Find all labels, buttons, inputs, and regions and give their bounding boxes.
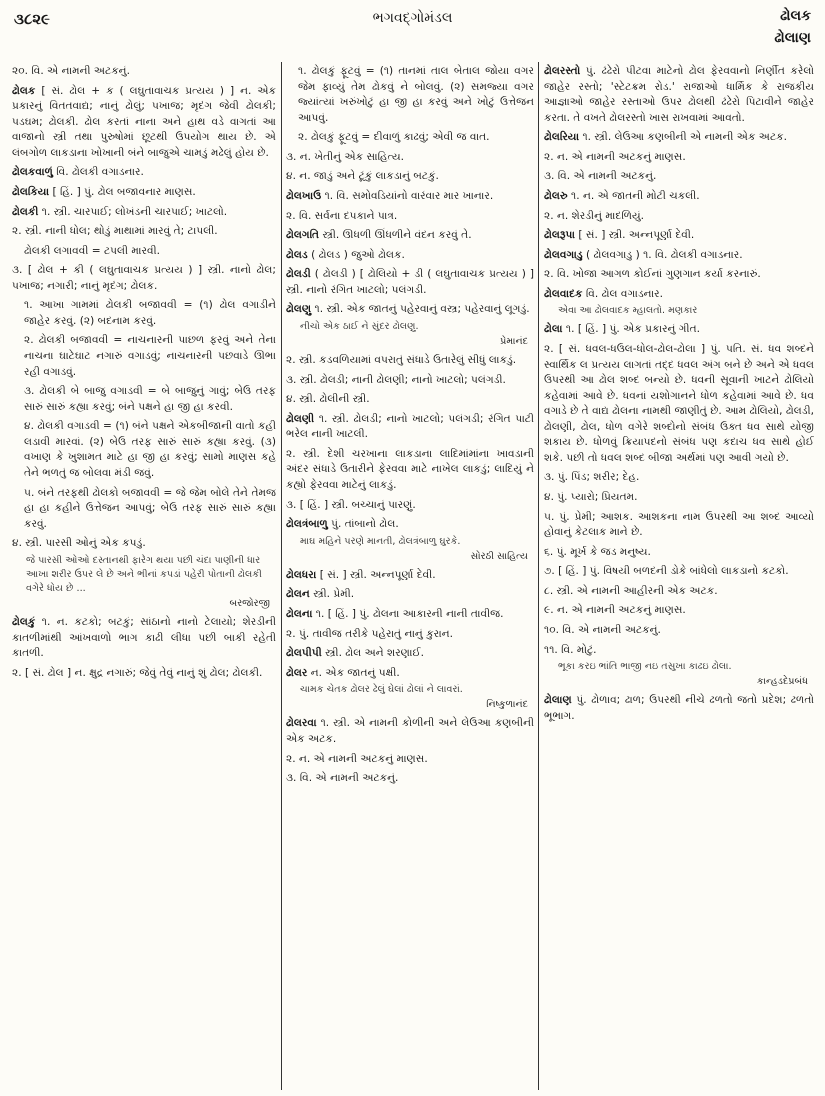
definition-text: ૧. ન. એ જાતની મોટી ચકલી. bbox=[567, 189, 700, 202]
headword: ઢોલણી bbox=[286, 412, 315, 425]
citation-quote: જે પારસી ઓઓ દસ્તાનથી ફારેગ થયા પછી ચંદા પાણીની ધાર આખા શરીર ઉપર લે છે અને ભીનાં કપડાં પહેરી પોતાની ઢોલકી વગેરે ધોય છે ... bbox=[26, 554, 262, 594]
dictionary-entry bbox=[286, 228, 534, 244]
dictionary-entry bbox=[12, 165, 276, 181]
definition-text: ( ઢોલડી ) [ ઢોલિયો + ડી ( લઘુતાવાચક પ્રત્યય ) ] સ્ત્રી. નાનો રંગિત ખાટલો; પલંગડી. bbox=[286, 268, 534, 296]
definition-text: ૧. ન. કટકો; બટકું; સાંઠાનો નાનો ટેલાયો; શેરડીની કાતળીમાંથી આંખવાળો ભાગ કાઢી લીધા પછી બાકી રહેતી કાતળી. bbox=[12, 616, 276, 660]
dictionary-entry bbox=[544, 130, 814, 146]
sense-definition: ૨. [ સં. ઢોલ ] ન. ક્ષુદ્ર નગારું; જેવું તેવું નાનું શું ઢોલ; ઢોલકી. bbox=[12, 666, 263, 679]
sense-definition: ૪. સ્ત્રી. ઢોલીની સ્ત્રી. bbox=[286, 393, 370, 406]
citation-source: કાન્હડદેપ્રબંધ bbox=[756, 676, 808, 688]
sense-definition: ૧૦. વિ. એ નામની અટકનું. bbox=[544, 623, 661, 636]
column-divider bbox=[281, 62, 282, 1090]
citation-source: બરજોરજી bbox=[229, 598, 270, 610]
headword: ઢોલરસ્તો bbox=[544, 65, 581, 77]
dictionary-entry bbox=[544, 189, 814, 205]
citation-quote: ભૂકા કરઇ ભાંતિ ભાજી નઇ તસુખા કાઢઇ ઢોલા. bbox=[558, 661, 732, 673]
headword: ઢોલરવા bbox=[286, 717, 317, 730]
dictionary-entry bbox=[544, 287, 814, 303]
sense-definition: ૮. સ્ત્રી. એ નામની આહીરની એક અટક. bbox=[544, 584, 718, 597]
headword: ઢોલગતિ bbox=[286, 229, 320, 242]
headword: ઢોલપીપી bbox=[286, 647, 322, 660]
sense-definition: ૨. વિ. સર્વના દપકાને પાત્ર. bbox=[286, 209, 398, 222]
definition-text: ( ઢોલવગાડુ ) ૧. વિ. ઢોલકી વગાડનાર. bbox=[582, 248, 743, 261]
headword: ઢોલડ bbox=[286, 248, 308, 261]
sense-definition: ૨૦. વિ. એ નામની અટકનું. bbox=[12, 65, 130, 77]
definition-text: સ્ત્રી. પ્રેમી. bbox=[309, 588, 355, 601]
definition-text: ૧. સ્ત્રી. એક જાતનું પહેરવાનું વસ્ત્ર; પહેરવાનું લૂગડું. bbox=[311, 303, 530, 316]
idiom-phrase: ૫. બંને તરફથી ઢોલકો બજાવવી = જે જેમ બોલે તેને તેમજ હા હા કહીને ઉત્તેજન આપવું; બેઉ તરફ સારું સારું કહ્યા કરવું. bbox=[24, 486, 276, 530]
sense-definition: ૩. વિ. એ નામની અટકનું. bbox=[286, 772, 399, 785]
sense-definition: ૨. ન. શેરડીનું માદળિયું. bbox=[544, 209, 645, 222]
definition-text: ૧. સ્ત્રી. ઢોલડી; નાનો ખાટલો; પલંગડી; રંગિત પાટી ભરેલ નાની ખાટલી. bbox=[286, 412, 534, 441]
headword: ઢોલકવાળું bbox=[12, 166, 53, 179]
definition-text: [ સં. ] સ્ત્રી. અન્નપૂર્ણા દેવી. bbox=[316, 568, 436, 581]
dictionary-entry bbox=[286, 248, 534, 264]
dictionary-entry bbox=[544, 228, 814, 244]
book-title: ભગવદ્ગોમંડલ bbox=[372, 10, 453, 26]
idiom-phrase: ૨. ઢોલકી બજાવવી = નાચનારની પાછળ ફરવું અને તેના નાચના ઘાટેઘાટ નગારું વગાડવું; નાચનારની પછવાડે ઊભા રહી વગાડવું. bbox=[24, 334, 276, 378]
column-3 bbox=[544, 64, 814, 1088]
headword: ઢોલકી bbox=[12, 205, 39, 218]
column-1 bbox=[12, 64, 276, 1088]
definition-text: [ સં. ઢોલ + ક ( લઘુતાવાચક પ્રત્યય ) ] ન. એક પ્રકારનું વિતતવાદ્ય; નાનું ઢોલું; પખાજ; મૃદંગ જેવી ઢોલકી; પડઘમ; ઢોલકી. ઢોલ કરતાં નાના અને હાથ વડે વાગતાં આ વાજાનો સ્ત્રી તથા પુરુષોમાં છૂટથી ઉપયોગ થાય છે. એ લંબગોળ લાકડાના ખોખાની બંને બાજુએ ચામડું મઢેલું હોય છે. bbox=[12, 84, 276, 159]
column-2 bbox=[286, 64, 534, 1088]
sense-definition: ૩. ન. ખેતીનું એક સાહિત્ય. bbox=[286, 150, 405, 163]
sense-definition: ૨. [ સં. ધવલ-ધઉલ-ધોલ-ઢોલ-ઢોલા ] પું. પતિ. સં. ધવ શબ્દને સ્વાર્થિક લ પ્રત્યય લાગતાં તદ્દ ધવલ અંગ બને છે અને એ ધવલ ઉપરથી આ ઢોલ શબ્દ બન્યો છે. ધવની સૂવાની ખાટને ઢોલિયો કહેવામાં આવે છે. ધવનાં યશોગાનને ધોળ કહેવામાં આવે છે. ધવ વગાડે છે તે વાદ્ય ઢોલના નામથી જાણીતું છે. આમ ઢોલિયો, ઢોલડી, ઢોલણી, ઢોલ, ધોળ વગેરે શબ્દોનો સંબંધ ઉક્ત ધવ સાથે યોજી શકાય છે. ધોળવું ક્રિયાપદનો સંબંધ પણ કદાચ ધવ સાથે હોઈ શકે. પછી તો ધવલ શબ્દ બીજા અર્થમાં પણ આવી ગયો છે. bbox=[544, 342, 814, 464]
dictionary-entry bbox=[544, 693, 814, 724]
sense-definition: ૭. [ હિં. ] પું. વિષયી બળદની ડોકે બાંધેલો લાકડાનો કટકો. bbox=[544, 565, 789, 578]
dictionary-entry bbox=[286, 716, 534, 747]
dictionary-entry bbox=[286, 607, 534, 623]
idiom-phrase: ૧. આખા ગામમાં ઢોલકી બજાવવી = (૧) ઢોલ વગાડીને જાહેર કરવું. (૨) બદનામ કરવું. bbox=[24, 299, 276, 327]
idiom-phrase: ૪. ઢોલકી વગાડવી = (૧) બંને પક્ષને એકબીજાની વાતો કહી લડાવી મારવાં. (૨) બેઉ તરફ સારું સારું કહ્યા કરવું. (૩) વખાણ કે ખુશામત માટે હા જી હા કરવું; સામો માણસ કહે તેને ભળતું જ બોલવા મંડી જવું. bbox=[24, 420, 276, 479]
dictionary-entry bbox=[286, 568, 534, 584]
idiom-phrase: ૧. ઢોલકું ફૂટવું = (૧) તાનમાં તાલ બેતાલ જોયા વગર જેમ ફાવ્યું તેમ ઢોકવું ને બોલવું. (૨) સમજ્યા વગર જ્યાંત્યાં ખરુંખોટું હા જી હા કરવું અને ખોટું ઉત્તેજન આપવું. bbox=[298, 65, 534, 124]
citation-source: નિષ્કુળાનંદ bbox=[486, 699, 528, 711]
dictionary-entry bbox=[12, 615, 276, 662]
headword: ઢોલા bbox=[544, 323, 563, 336]
sense-definition: ૩. વિ. એ નામની અટકનું. bbox=[544, 170, 657, 183]
headword: ઢોલવાદક bbox=[544, 287, 583, 300]
headword: ઢોલકિયા bbox=[12, 185, 50, 198]
idiom-phrase: ઢોલકી લગાવવી = ટપલી મારવી. bbox=[24, 244, 160, 257]
headword: ઢોલત્રંબાળુ bbox=[286, 518, 328, 531]
headword: ઢોલડી bbox=[286, 268, 311, 281]
sense-definition: ૫. પું. પ્રેમી; આશક. આશકના નામ ઉપરથી આ શબ્દ આવ્યો હોવાનું કેટલાક માને છે. bbox=[544, 510, 814, 539]
headword: ઢોલવગાડુ bbox=[544, 248, 583, 261]
definition-text: ૧. [ હિં. ] પું. ઢોલના આકારની નાની તાવીજ. bbox=[312, 608, 504, 620]
sense-definition: ૧૧. વિ. મોટું. bbox=[544, 643, 597, 656]
headword: ઢોલકું bbox=[12, 616, 36, 629]
headword: ઢોલક bbox=[12, 84, 36, 97]
definition-text: ન. એક જાતનું પક્ષી. bbox=[307, 666, 400, 679]
headword: ઢોલરિયા bbox=[544, 131, 580, 144]
dictionary-entry bbox=[12, 84, 276, 162]
sense-definition: ૨. સ્ત્રી. કડવળિયામાં વપરાતું સંધાડે ઉતારેલું સીધું લાકડું. bbox=[286, 354, 517, 367]
definition-text: [ હિં. ] પું. ઢોલ બજાવનાર માણસ. bbox=[49, 185, 196, 198]
definition-text: વિ. ઢોલ વગાડનાર. bbox=[582, 287, 663, 300]
idiom-phrase: ૩. ઢોલકી બે બાજુ વગાડવી = બે બાજુનું ગાવું; બેઉ તરફ સારું સારું કહ્યા કરવું; બંને પક્ષને હા જી હા કરવી. bbox=[24, 385, 276, 413]
headword: ઢોલણુ bbox=[286, 303, 312, 316]
sense-definition: ૨. પું. તાવીજ તરીકે પહેરાતું નાનું કુરાન. bbox=[286, 627, 454, 640]
dictionary-entry bbox=[12, 205, 276, 221]
sense-definition: ૨. ન. એ નામની અટકનું માણસ. bbox=[286, 752, 428, 765]
dictionary-entry bbox=[286, 666, 534, 682]
dictionary-entry bbox=[544, 248, 814, 264]
definition-text: સ્ત્રી. ઢોલ અને શરણાઈ. bbox=[321, 647, 425, 660]
sense-definition: ૯. ન. એ નામની અટકનું માણસ. bbox=[544, 604, 686, 617]
guide-word-bottom: ઢોલાણ bbox=[774, 30, 811, 46]
definition-text: ૧. [ હિં. ] પું. એક પ્રકારનું ગીત. bbox=[562, 323, 700, 336]
headword: ઢોલરૂપા bbox=[544, 229, 576, 242]
citation-quote: નીચો એક ઠાઈ ને સુંદર ઢોલણુ. bbox=[300, 320, 419, 332]
citation-quote: એવા આ ઢોલવાદક મ્હાલતો. મણકાર bbox=[558, 305, 698, 317]
dictionary-entry bbox=[544, 64, 814, 126]
definition-text: ( ઢોલડ ) જુઓ ઢોલક. bbox=[307, 248, 405, 261]
sense-definition: ૨. સ્ત્રી. દેશી ચરખાના લાકડાના લાદિમાંમાંના ખાવડાની અંદર સંધાડે ઉતારીને ફેરવવા માટે નાખેલ લાકડું; લાદિયું ને કહ્યો ફેરવવા માટેનું લાકડું. bbox=[286, 447, 534, 491]
definition-text: પું. તાંબાનો ઢોલ. bbox=[327, 518, 399, 531]
headword: ઢોલન bbox=[286, 588, 310, 601]
sense-definition: ૩. પું. પિંડ; શરીર; દેહ. bbox=[544, 471, 640, 484]
dictionary-entry bbox=[286, 267, 534, 298]
dictionary-entry bbox=[286, 646, 534, 662]
sense-definition: ૪. પું. પ્યારો; પ્રિયતમ. bbox=[544, 491, 638, 504]
dictionary-entry bbox=[12, 185, 276, 201]
headword: ઢોલાણ bbox=[544, 694, 572, 707]
citation-source: સોરઠી સાહિત્ય bbox=[470, 550, 528, 562]
idiom-phrase: ૨. ઢોલકું ફૂટવું = દીવાળું કાઢવું; એવી જ વાત. bbox=[298, 131, 490, 144]
definition-text: પું. ઢોળાવ; ઢાળ; ઉપરથી નીચે ઢળતો જતો પ્રદેશ; ઢળતો ભૂભાગ. bbox=[544, 694, 814, 722]
sense-definition: ૪. ન. જાડું અને ટૂંકું લાકડાનું બટકું. bbox=[286, 170, 439, 183]
dictionary-entry bbox=[286, 302, 534, 318]
dictionary-entry bbox=[286, 517, 534, 533]
headword: ઢોલરુ bbox=[544, 189, 568, 202]
dictionary-entry bbox=[544, 322, 814, 338]
headword: ઢોલખાઉ bbox=[286, 189, 322, 202]
citation-quote: માઘ મહિને પરણે માનતી, ઢોલત્રંબાળુ ઘુરકે. bbox=[300, 535, 461, 547]
sense-definition: ૪. સ્ત્રી. પારસી ઓનું એક કપડું. bbox=[12, 537, 146, 550]
definition-text: વિ. ઢોલકી વગાડનાર. bbox=[52, 166, 144, 179]
definition-text: ૧. સ્ત્રી. લેઉઆ કણબીની એ નામની એક અટક. bbox=[579, 131, 787, 144]
definition-text: ૧. સ્ત્રી. ચારપાઈ; લોખંડની ચારપાઈ; ખાટલો. bbox=[38, 205, 228, 218]
definition-text: ૧. વિ. સમોવડિયાંનો વારંવાર માર ખાનાર. bbox=[321, 189, 494, 202]
definition-text: પું. ઢંઢેરો પીટવા માટેનો ઢોલ ફેરવવાનો નિર્ણીત કરેલો જાહેર રસ્તો; 'સ્ટેટક્રમ રોડ.' રાજાઓ ધાર્મિક કે રાજકીય આજ્ઞાઓ જાહેર રસ્તાઓ ઉપર ઢોલથી ઢંઢેરો પિટાવીને જાહેર કરતા. તે વખતે ઢોલરસ્તો ખાસ રાખવામાં આવતો. bbox=[544, 65, 814, 124]
dictionary-entry bbox=[286, 587, 534, 603]
sense-definition: ૨. ન. એ નામની અટકનું માણસ. bbox=[544, 150, 686, 163]
dictionary-entry bbox=[286, 412, 534, 443]
column-divider bbox=[538, 62, 539, 1090]
citation-quote: ચામક ચેતક ઢોલર ઢેલું ઘેલાં ઢોલાં ને લાવરાં. bbox=[300, 684, 463, 696]
definition-text: [ સં. ] સ્ત્રી. અન્નપૂર્ણા દેવી. bbox=[575, 229, 695, 242]
sense-definition: ૨. વિ. ખોજા આગળ કોઈનાં ગુણગાન કર્યા કરનારું. bbox=[544, 268, 761, 281]
dictionary-entry bbox=[286, 189, 534, 205]
sense-definition: ૩. [ ઢોલ + કી ( લઘુતાવાચક પ્રત્યય ) ] સ્ત્રી. નાનો ઢોલ; પખાજ; નગારી; નાનું મૃદંગ; ઢોલક. bbox=[12, 264, 276, 292]
headword: ઢોલધરા bbox=[286, 568, 317, 581]
sense-definition: ૬. પું. મૂર્ખ કે જડ મનુષ્ય. bbox=[544, 545, 651, 558]
headword: ઢોલર bbox=[286, 666, 308, 679]
page-header bbox=[0, 0, 825, 62]
sense-definition: ૩. [ હિં. ] સ્ત્રી. બચ્ચાનું પારણું. bbox=[286, 498, 416, 511]
citation-source: પ્રેમાનંદ bbox=[500, 335, 528, 347]
sense-definition: ૩. સ્ત્રી. ઢોલડી; નાની ઢોલણી; નાનો ખાટલો; પલંગડી. bbox=[286, 373, 506, 386]
page-number: ૩૮૨૯ bbox=[14, 10, 50, 28]
sense-definition: ૨. સ્ત્રી. નાની ધોલ; થોડું માથામાં મારવું તે; ટાપલી. bbox=[12, 225, 218, 238]
definition-text: સ્ત્રી. ઊધળી ઊંધળીને વંદન કરવું તે. bbox=[319, 229, 472, 242]
definition-text: ૧. સ્ત્રી. એ નામની કોળીની અને લેઉઆ કણબીની એક અટક. bbox=[286, 717, 534, 745]
headword: ઢોલના bbox=[286, 608, 313, 620]
guide-word-top: ઢોલક bbox=[780, 8, 811, 24]
